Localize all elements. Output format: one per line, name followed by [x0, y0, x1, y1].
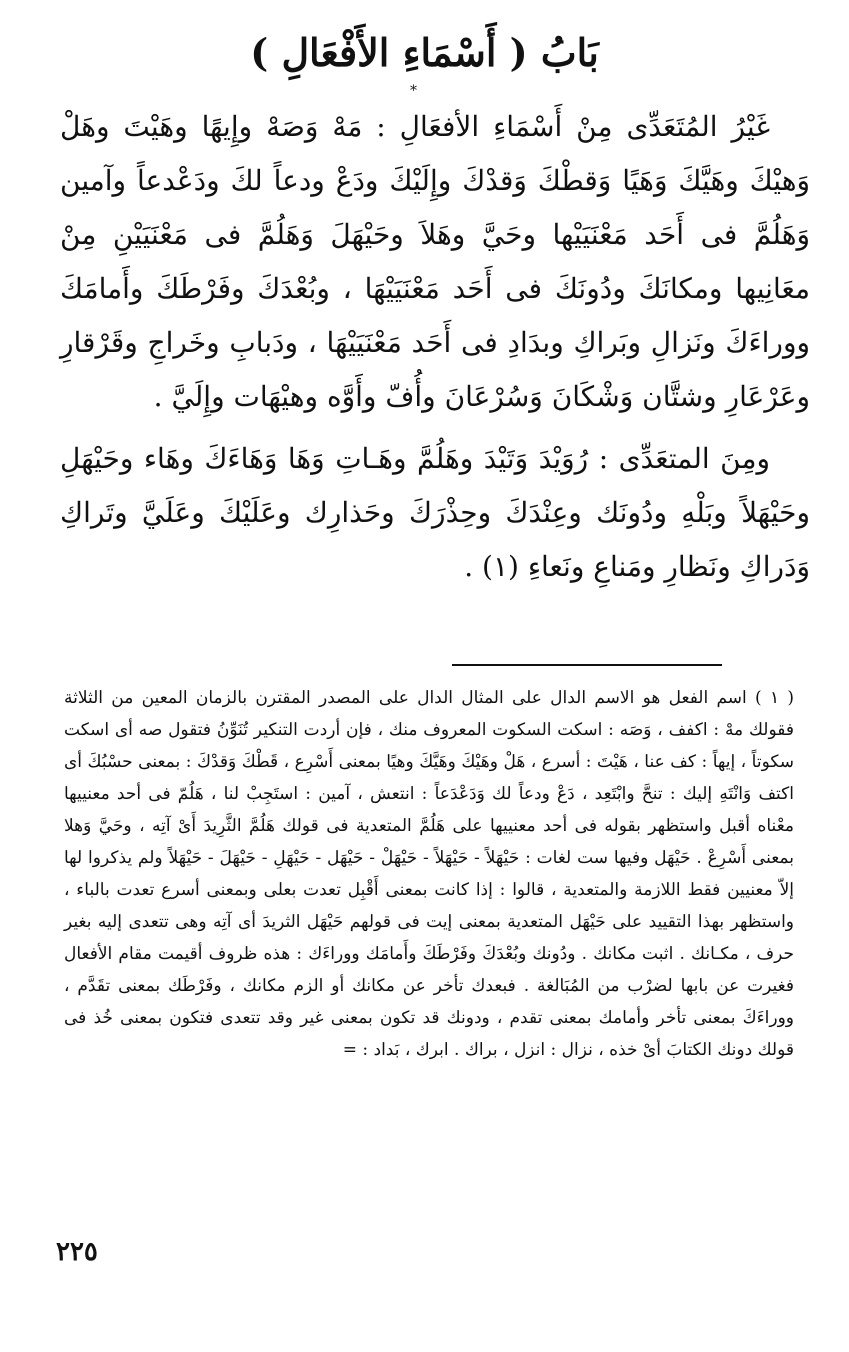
main-text [60, 100, 810, 594]
chapter-title: بَابُ ( أَسْمَاءِ الأَفْعَالِ ) [250, 30, 599, 75]
paragraph-intransitive: غَيْرُ المُتَعَدِّى مِنْ أَسْمَاءِ الأفعَالِ : مَهْ وَصَهْ وإِيهًا وهَيْتَ وهَلْ وَهيْكَ وهَيَّكَ وَهَيًا وَقطْكَ وَقدْكَ وإِلَيْكَ ودَعْ ودعاً لكَ ودَعْدعاً وآمين وَهَلُمَّ فى أَحَد مَعْنَيَيْها وحَيَّ وهَلاَ وحَيْهَلَ وَهَلُمَّ فى مَعْنَيَيْنِ مِنْ معَانِيها ومكانَكَ ودُونَكَ فى أَحَد مَعْنَيَيْهَا ، وبُعْدَكَ وفَرْطَكَ وأَمامَكَ ووراءَكَ ونَزالِ وبَراكِ وبدَادِ فى أَحَد مَعْنَيَيْهَا ، ودَبابِ وخَراجِ وقَرْقارِ وعَرْعَارِ وشتَّان وَشْكَانَ وَسُرْعَانَ وأُفّ وأَوَّه وهيْهَات وإِلَيَّ . [60, 110, 810, 413]
chapter-asterisk: * [410, 83, 417, 99]
page-number: ٢٢٥ [56, 1237, 98, 1267]
footnote-separator [452, 664, 722, 666]
footnote: ( ١ ) اسم الفعل هو الاسم الدال على المثال الدال على المصدر المقترن بالزمان المعين من الثلاثة فقولك مهْ : اكفف ، وَصَه : اسكت السكوت المعروف منك ، فإن أردت التنكير تُنَوِّنُ فتقول صه أى اسكت سكوتاً ، إيهاً : كف عنا ، هَيْتَ : أسرع ، هَلْ وهَيْكَ وهَيَّكَ وهيًا بمعنى أَسْرِع ، قَطْكَ وَقدْكَ : بمعنى حسْبُكَ أى اكتف وَانْتَهِ إليك : تنحَّ وابْتَعِد ، دَعْ ودعاً لك وَدَعْدَعاً : انتعش ، آمين : استَجِبْ لنا ، هَلُمّ فى أحد معنييها معْناه أقبل واستظهر بقوله فى أحد معنييها على هَلُمَّ المتعدية فى قولك هَلُمَّ الثَّرِيدَ أَىْ آتِه ، وحَيَّ وَهلا بمعنى أَسْرِعْ . حَيْهَل وفيها ست لغات : حَيْهَلاً - حَيْهَلاً - حَيْهَلْ - حَيْهَل - حَيْهَلِ - حَيْهَلَ - حَيْهَلاً ولم يذكروا لها إلاّ معنيين فقط اللازمة والمتعدية ، قالوا : إذا كانت بمعنى أَقْبِل تعدت بعلى وبمعنى أسرع تعدت بالباء ، واستظهر بهذا التقييد على حَيْهَل المتعدية بمعنى إيت فى قولهم حَيْهَل الثريدَ أى آتِه وهى تتعدى إليه بغير حرف ، مكـانك . اثبت مكانك . ودُونك وبُعْدَكَ وفَرْطَكَ وأَمامَك ووراءَك : هذه ظروف أقيمت مقام الأفعال فغيرت عن بابها لضرْب من المُبَالغة . فبعدك تأخر عن مكانك أو الزم مكانك ، وفَرْطَك بمعنى تقَدَّم ، ووراءَكَ بمعنى تأخر وأمامك بمعنى تقدم ، ودونك قد تكون بمعنى غير وقد تتعدى فتكون بمعنى خُذ فى قولك دونك الكتابَ أىْ خذه ، نزال : انزل ، براك . ابرك ، بَداد : = [64, 688, 794, 1060]
paragraph-transitive: ومِنَ المتعَدِّى : رُوَيْدَ وَتَيْدَ وهَلُمَّ وهَـاتِ وَهَا وَهَاءَكَ وهَاء وحَيْهَلِ وحَيْهَلاً وبَلْهِ ودُونَك وعِنْدَكَ وحِذْرَكَ وحَذارِك وعَلَيْكَ وعَلَيَّ وتَراكِ وَدَراكِ ونَظارِ ومَناعِ ونَعاءِ (١) . [60, 442, 810, 583]
